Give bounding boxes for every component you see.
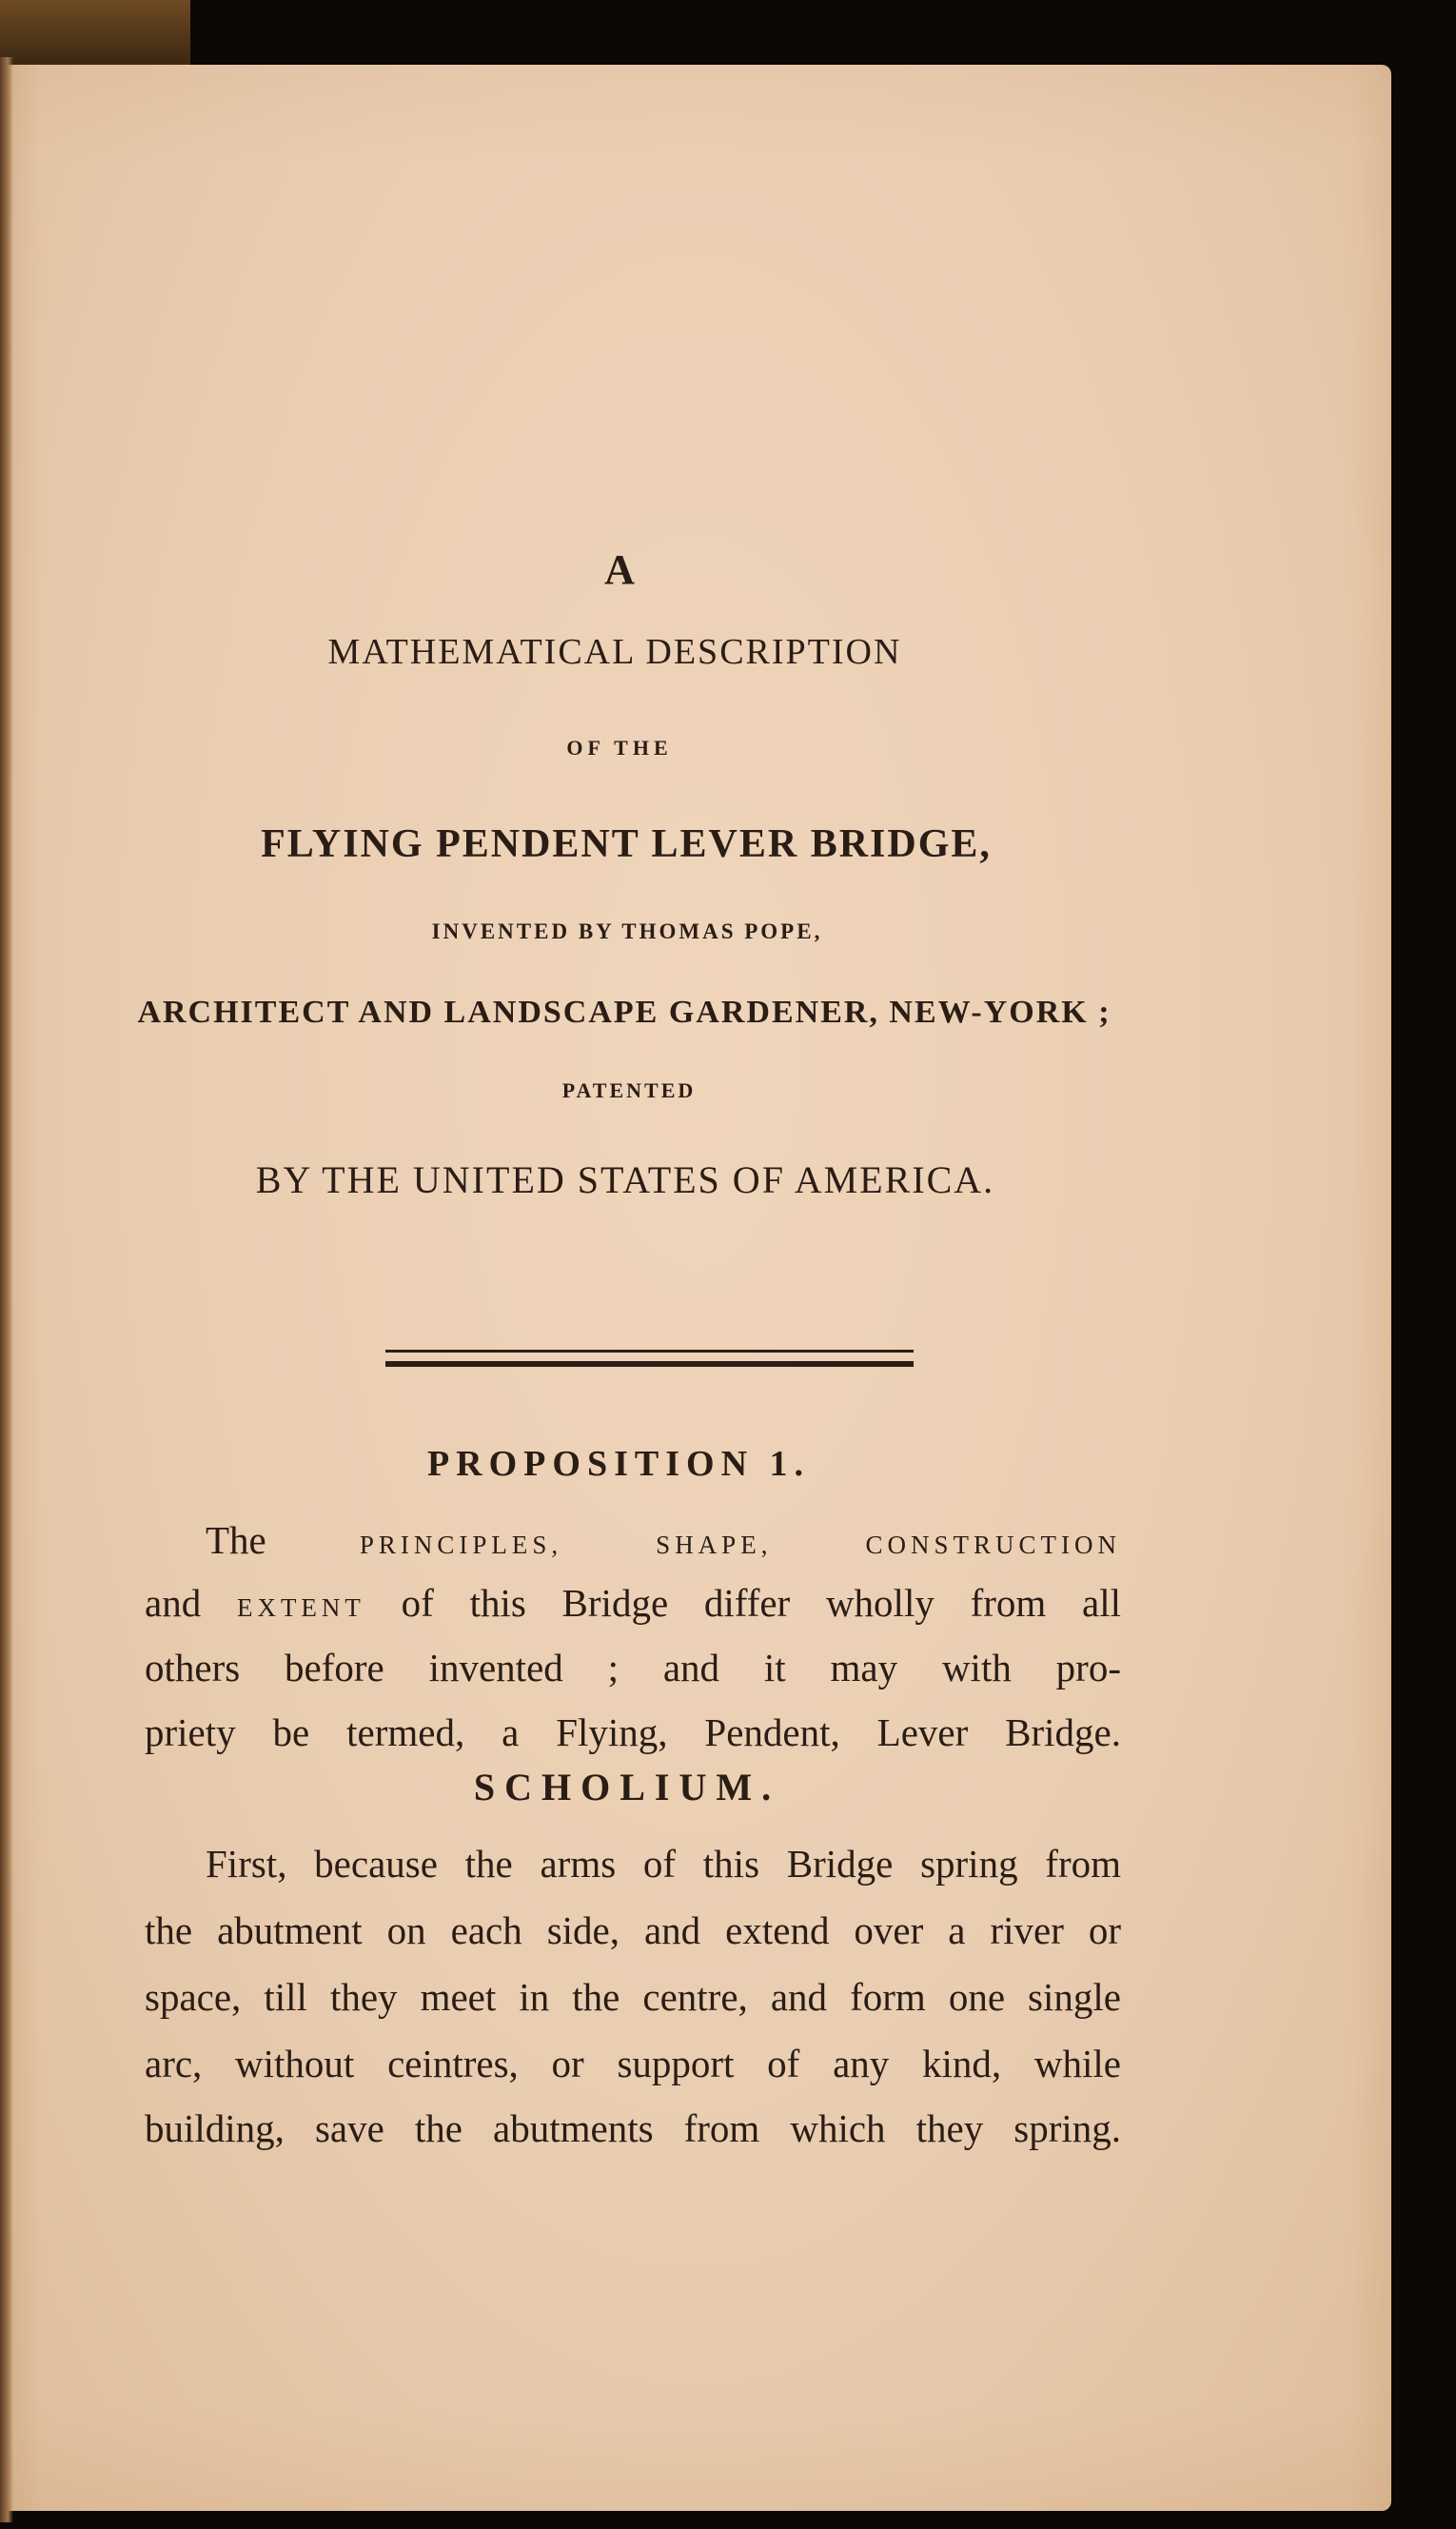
title-article: A: [604, 546, 635, 593]
proposition-smallcaps-principles: PRINCIPLES,: [359, 1531, 563, 1559]
book-binding-edge: [0, 0, 190, 67]
scholium-line-4: arc, without ceintres, or support of any kind, while: [145, 2042, 1121, 2085]
proposition-line-3: others before invented ; and it may with pro-: [145, 1646, 1121, 1689]
title-by-the-united-states: BY THE UNITED STATES OF AMERICA.: [255, 1158, 995, 1201]
proposition-line-4: priety be termed, a Flying, Pendent, Lever Bridge.: [145, 1710, 1121, 1754]
scholium-line-3: space, till they meet in the centre, and form one single: [145, 1975, 1121, 2019]
title-mathematical-description: MATHEMATICAL DESCRIPTION: [327, 632, 902, 672]
page-content: [0, 65, 1391, 2511]
scholium-line-5: building, save the abutments from which they spring.: [145, 2106, 1121, 2150]
proposition-line-2-rest: of this Bridge differ wholly from all: [401, 1581, 1122, 1625]
scholium-line-1: First, because the arms of this Bridge spring from: [206, 1842, 1121, 1886]
title-patented: PATENTED: [561, 1078, 697, 1102]
scholium-line-2: the abutment on each side, and extend over a river or: [145, 1908, 1121, 1952]
page-gutter-shadow: [0, 57, 13, 2522]
proposition-word: and: [145, 1581, 202, 1625]
scholium-heading: SCHOLIUM.: [473, 1766, 781, 1808]
book-page: [0, 65, 1391, 2511]
title-bridge-name: FLYING PENDENT LEVER BRIDGE,: [261, 822, 992, 866]
proposition-smallcaps-shape: SHAPE,: [656, 1531, 773, 1559]
proposition-heading: PROPOSITION 1.: [426, 1444, 811, 1484]
divider-rule-thick: [385, 1361, 914, 1367]
title-invented-by: INVENTED BY THOMAS POPE,: [431, 919, 823, 943]
proposition-line-1: [206, 1518, 1122, 1562]
divider-rule-thin: [385, 1350, 914, 1353]
proposition-smallcaps-extent: EXTENT: [236, 1593, 365, 1622]
title-of-the: OF THE: [566, 736, 673, 760]
proposition-smallcaps-construction: CONSTRUCTION: [865, 1531, 1122, 1559]
title-architect: ARCHITECT AND LANDSCAPE GARDENER, NEW-YORK ;: [137, 995, 1112, 1030]
proposition-word: The: [206, 1518, 266, 1562]
proposition-line-2: [145, 1581, 1122, 1625]
